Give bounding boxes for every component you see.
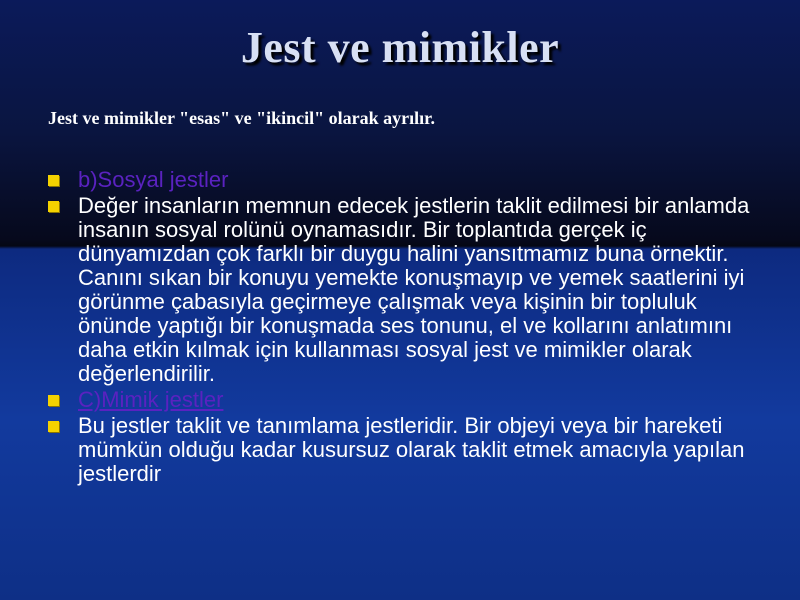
square-bullet-icon [48, 395, 59, 406]
bullet-list [46, 168, 766, 488]
bullet-item-sosyal-jestler-heading [46, 168, 766, 192]
square-bullet-icon [48, 175, 59, 186]
bullet-text: C)Mimik jestler [78, 387, 224, 412]
slide-title: Jest ve mimikler [240, 23, 560, 72]
slide-subtitle: Jest ve mimikler "esas" ve "ikincil" olarak ayrılır. [48, 108, 435, 128]
square-bullet-icon [48, 201, 59, 212]
bullet-item-sosyal-jestler-description [46, 194, 766, 386]
bullet-text: Bu jestler taklit ve tanımlama jestleridir. Bir objeyi veya bir hareketi mümkün olduğu kadar kusursuz olarak taklit etmek amacıyla yapılan jestlerdir [78, 413, 745, 486]
bullet-item-mimik-jestler-description [46, 414, 766, 486]
bullet-text: Değer insanların memnun edecek jestlerin taklit edilmesi bir anlamda insanın sosyal rolünü oynamasıdır. Bir toplantıda gerçek iç dünyamızdan çok farklı bir duygu halini yansıtmamız buna örnektir. Canını sıkan bir konuyu yemekte konuşmayıp ve yemek saatlerini iyi görünme çabasıyla geçirmeye çalışmak veya kişinin bir topluluk önünde yaptığı bir konuşmada ses tonunu, el ve kollarını anlatımını daha etkin kılmak için kullanması sosyal jest ve mimikler olarak değerlendirilir. [78, 193, 750, 386]
bullet-text: b)Sosyal jestler [78, 167, 229, 192]
bullet-item-mimik-jestler-heading [46, 388, 766, 412]
square-bullet-icon [48, 421, 59, 432]
